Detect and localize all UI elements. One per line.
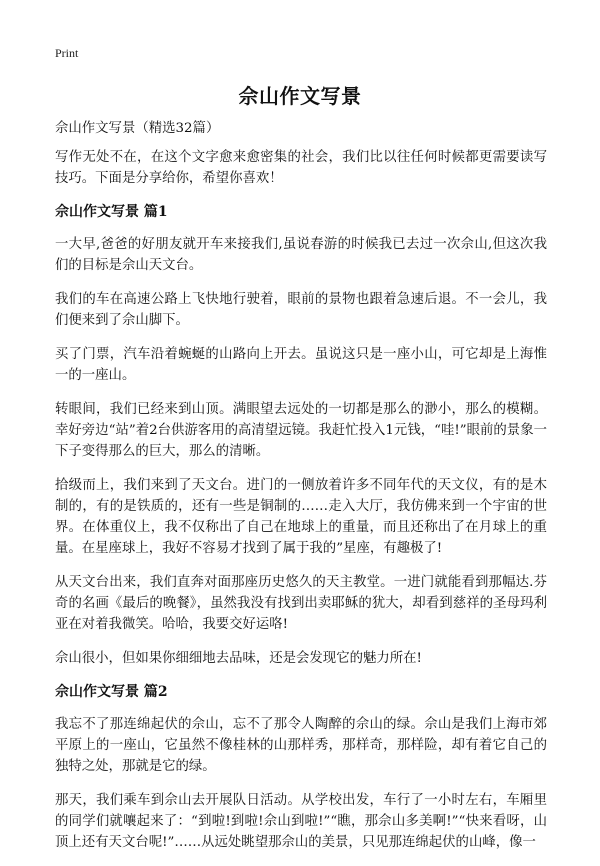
document-subtitle: 佘山作文写景（精选32篇） bbox=[55, 121, 220, 136]
paragraph: 转眼间，我们已经来到山顶。满眼望去远处的一切都是那么的渺小，那么的模糊。幸好旁边“站”着2台供游客用的高清望远镜。我赶忙投入1元钱，“哇!”眼前的景象一下子变得那么的巨大，那么的清晰。 bbox=[55, 402, 547, 459]
paragraph: 佘山很小，但如果你细细地去品味，还是会发现它的魅力所在! bbox=[55, 651, 422, 666]
paragraph: 那天，我们乘车到佘山去开展队日活动。从学校出发，车行了一小时左右，车厢里的同学们就嚷起来了：“到啦!到啦!佘山到啦!”“瞧，那佘山多美啊!”“快来看呀，山顶上还有天文台呢!”……从远处眺望那佘山的美景，只见那连绵起伏的山峰，像一 bbox=[55, 793, 547, 850]
paragraph: 从天文台出来，我们直奔对面那座历史悠久的天主教堂。一进门就能看到那幅达.芬奇的名画《最后的晚餐》，虽然我没有找到出卖耶稣的犹大，却看到慈祥的圣母玛利亚在对着我微笑。哈哈，我要交好运咯! bbox=[55, 575, 547, 632]
paragraph: 一大早,爸爸的好朋友就开车来接我们,虽说春游的时候我已去过一次佘山,但这次我们的目标是佘山天文台。 bbox=[55, 237, 547, 273]
paragraph: 我忘不了那连绵起伏的佘山，忘不了那令人陶醉的佘山的绿。佘山是我们上海市郊平原上的一座山，它虽然不像桂林的山那样秀，那样奇，那样险，却有着它自己的独特之处，那就是它的绿。 bbox=[55, 717, 547, 774]
document-body bbox=[55, 118, 547, 866]
page-title: 佘山作文写景 bbox=[238, 84, 362, 108]
section-heading: 佘山作文写景 篇2 bbox=[55, 684, 168, 700]
section-1 bbox=[55, 202, 547, 669]
paragraph: 买了门票，汽车沿着蜿蜒的山路向上开去。虽说这只是一座小山，可它却是上海惟一的一座山。 bbox=[55, 347, 547, 383]
paragraph: 拾级而上，我们来到了天文台。进门的一侧放着许多不同年代的天文仪，有的是木制的，有的是铁质的，还有一些是铜制的……走入大厅，我仿佛来到一个宇宙的世界。在体重仪上，我不仅称出了自己在地球上的重量，而且还称出了在月球上的重量。在星座球上，我好不容易才找到了属于我的”星座，有趣极了! bbox=[55, 478, 547, 556]
intro-paragraph: 写作无处不在，在这个文字愈来愈密集的社会，我们比以往任何时候都更需要读写技巧。下面是分享给你，希望你喜欢！ bbox=[55, 150, 547, 186]
paragraph: 我们的车在高速公路上飞快地行驶着，眼前的景物也跟着急速后退。不一会儿，我们便来到了佘山脚下。 bbox=[55, 292, 547, 328]
section-heading: 佘山作文写景 篇1 bbox=[55, 204, 168, 220]
print-link[interactable]: Print bbox=[55, 46, 79, 60]
section-2 bbox=[55, 682, 547, 853]
